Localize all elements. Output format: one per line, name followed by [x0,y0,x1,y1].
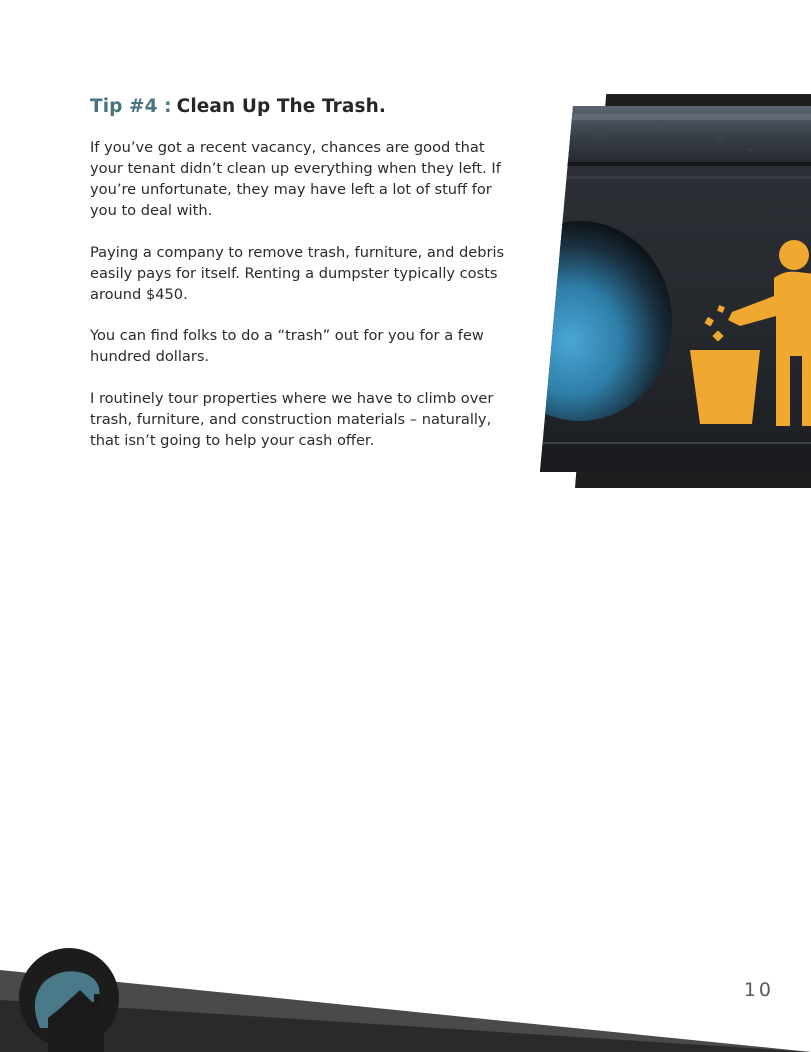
body-text [90,137,540,471]
paragraph: If you’ve got a recent vacancy, chances are good that your tenant didn’t clean up everything when they left. If you’re unfortunate, they may have left a lot of stuff for you to deal with. [90,139,501,219]
trash-bin-photo [540,106,811,472]
paragraph: I routinely tour properties where we have to climb over trash, furniture, and construction materials – naturally, that isn’t going to help your cash offer. [90,389,494,449]
tip-number: Tip #4 : [90,96,172,117]
footer-graphic [0,940,811,1052]
paragraph: Paying a company to remove trash, furniture, and debris easily pays for itself. Renting a dumpster typically costs around $450. [90,243,505,303]
page-number: 10 [743,979,774,1001]
tip-title: Clean Up The Trash. [176,96,387,117]
tip-heading [90,96,386,117]
paragraph: You can find folks to do a “trash” out for you for a few hundred dollars. [90,327,484,365]
